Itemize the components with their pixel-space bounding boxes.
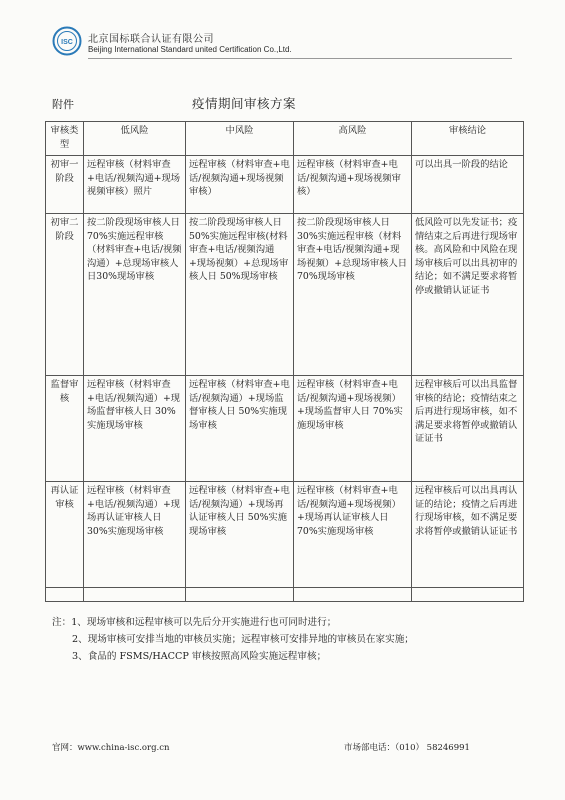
document-title: 疫情期间审核方案 — [192, 96, 297, 111]
note-item: 2、现场审核可安排当地的审核员实施；远程审核可安排异地的审核员在家实施； — [72, 634, 414, 645]
cell-mid: 按二阶段现场审核人日50%实施远程审核(材料审查+电话/视频沟通+现场视频）+总现场审核人日 50%现场审核 — [186, 214, 294, 376]
row-type: 初审一阶段 — [46, 156, 84, 214]
note-item: 1、现场审核和远程审核可以先后分开实施进行也可同时进行； — [71, 617, 337, 628]
company-name-cn: 北京国标联合认证有限公司 — [88, 34, 214, 45]
cell-low: 远程审核（材料审查+电话/视频沟通）+现场监督审核人日 30%实施现场审核 — [84, 376, 186, 482]
company-logo-icon — [52, 26, 82, 56]
cell-conclusion: 远程审核后可以出具再认证的结论；疫情之后再进行现场审核，如不满足要求将暂停或撤销认证证书 — [412, 482, 524, 588]
header-high-risk: 高风险 — [294, 122, 412, 156]
header-conclusion: 审核结论 — [412, 122, 524, 156]
table-row — [46, 156, 524, 214]
row-type: 监督审核 — [46, 376, 84, 482]
header-divider — [88, 58, 512, 59]
logo-text: ISC — [61, 39, 73, 46]
cell-high: 远程审核（材料审查+电话/视频沟通+现场视频）+现场再认证审核人日 70%实施现场审核 — [294, 482, 412, 588]
header-audit-type: 审核类型 — [46, 122, 84, 156]
company-name-en: Beijing International Standard united Certification Co.,Ltd. — [88, 45, 292, 54]
audit-plan-table — [45, 121, 524, 602]
row-type: 再认证审核 — [46, 482, 84, 588]
footer-phone: 市场部电话：（010） 58246991 — [344, 743, 470, 753]
table-row — [46, 482, 524, 588]
cell-mid: 远程审核（材料审查+电话/视频沟通+现场视频审核） — [186, 156, 294, 214]
table-row-empty — [46, 588, 524, 602]
letterhead — [52, 26, 512, 62]
note-item: 3、食品的 FSMS/HACCP 审核按照高风险实施远程审核； — [72, 651, 327, 662]
notes-prefix: 注： — [52, 617, 72, 628]
row-type: 初审二阶段 — [46, 214, 84, 376]
cell-conclusion: 低风险可以先发证书；疫情结束之后再进行现场审核。高风险和中风险在现场审核后可以出具初审的结论；如不满足要求将暂停或撤销认证证书 — [412, 214, 524, 376]
table-row — [46, 376, 524, 482]
table-header-row — [46, 122, 524, 156]
cell-mid: 远程审核（材料审查+电话/视频沟通）+现场再认证审核人日 50%实施现场审核 — [186, 482, 294, 588]
cell-low: 按二阶段现场审核人日 70%实施远程审核（材料审查+电话/视频沟通）+总现场审核人日30%现场审核 — [84, 214, 186, 376]
cell-mid: 远程审核（材料审查+电话/视频沟通）+现场监督审核人日 50%实施现场审核 — [186, 376, 294, 482]
cell-conclusion: 远程审核后可以出具监督审核的结论；疫情结束之后再进行现场审核，如不满足要求将暂停或撤销认证证书 — [412, 376, 524, 482]
cell-conclusion: 可以出具一阶段的结论 — [412, 156, 524, 214]
cell-high: 按二阶段现场审核人日 30%实施远程审核（材料审查+电话/视频沟通+现场视频）+总现场审核人日 70%现场审核 — [294, 214, 412, 376]
cell-low: 远程审核（材料审查+电话/视频沟通+现场视频审核）照片 — [84, 156, 186, 214]
header-mid-risk: 中风险 — [186, 122, 294, 156]
header-low-risk: 低风险 — [84, 122, 186, 156]
footer-website: 官网：www.china-isc.org.cn — [52, 743, 170, 753]
table-row — [46, 214, 524, 376]
cell-high: 远程审核（材料审查+电话/视频沟通+现场视频）+现场监督审人日 70%实施现场审核 — [294, 376, 412, 482]
cell-low: 远程审核（材料审查+电话/视频沟通）+现场再认证审核人日 30%实施现场审核 — [84, 482, 186, 588]
notes — [52, 614, 414, 665]
cell-high: 远程审核（材料审查+电话/视频沟通+现场视频审核） — [294, 156, 412, 214]
annex-label: 附件 — [52, 98, 74, 111]
